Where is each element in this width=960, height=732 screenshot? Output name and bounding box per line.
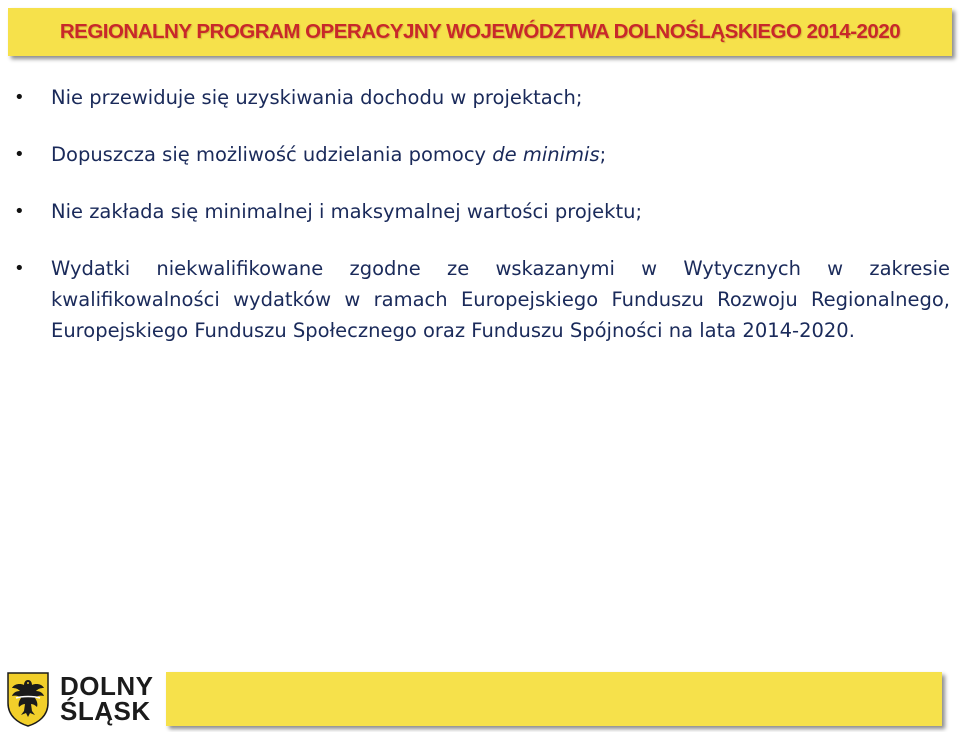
logo-line-1: DOLNY [60, 671, 154, 701]
footer-bar [166, 672, 942, 726]
logo-line-2: ŚLĄSK [60, 696, 151, 726]
header-bar [8, 8, 952, 56]
slide-content [14, 82, 950, 372]
bullet-icon: • [14, 258, 25, 279]
eagle-crest-icon [6, 671, 50, 727]
footer [0, 668, 960, 732]
bullet-icon: • [14, 144, 25, 165]
bullet-item-de-minimis [14, 139, 950, 170]
bullet-item-ineligible-expenses [14, 253, 950, 346]
bullet-text-before: Dopuszcza się możliwość udzielania pomocy [51, 143, 493, 166]
header-title: REGIONALNY PROGRAM OPERACYJNY WOJEWÓDZTWA DOLNOŚLĄSKIEGO 2014-2020 [59, 20, 901, 43]
bullet-text-italic: de minimis [492, 143, 600, 166]
bullet-item-income [14, 82, 950, 113]
bullet-icon: • [14, 201, 25, 222]
bullet-text: Nie przewiduje się uzyskiwania dochodu w projektach; [51, 86, 583, 109]
bullet-text [51, 143, 606, 166]
dolny-slask-logo [6, 670, 160, 728]
logo-wordmark [60, 671, 154, 726]
bullet-icon: • [14, 87, 25, 108]
bullet-text: Nie zakłada się minimalnej i maksymalnej wartości projektu; [51, 200, 643, 223]
bullet-text-after: ; [599, 143, 607, 166]
bullet-item-project-value [14, 196, 950, 227]
bullet-text: Wydatki niekwalifikowane zgodne ze wskazanymi w Wytycznych w zakresie kwalifikowalności wydatków w ramach Europejskiego Funduszu Rozwoju Regionalnego, Europejskiego Funduszu Społecznego oraz Funduszu Spójności na lata 2014-2020. [51, 257, 950, 342]
